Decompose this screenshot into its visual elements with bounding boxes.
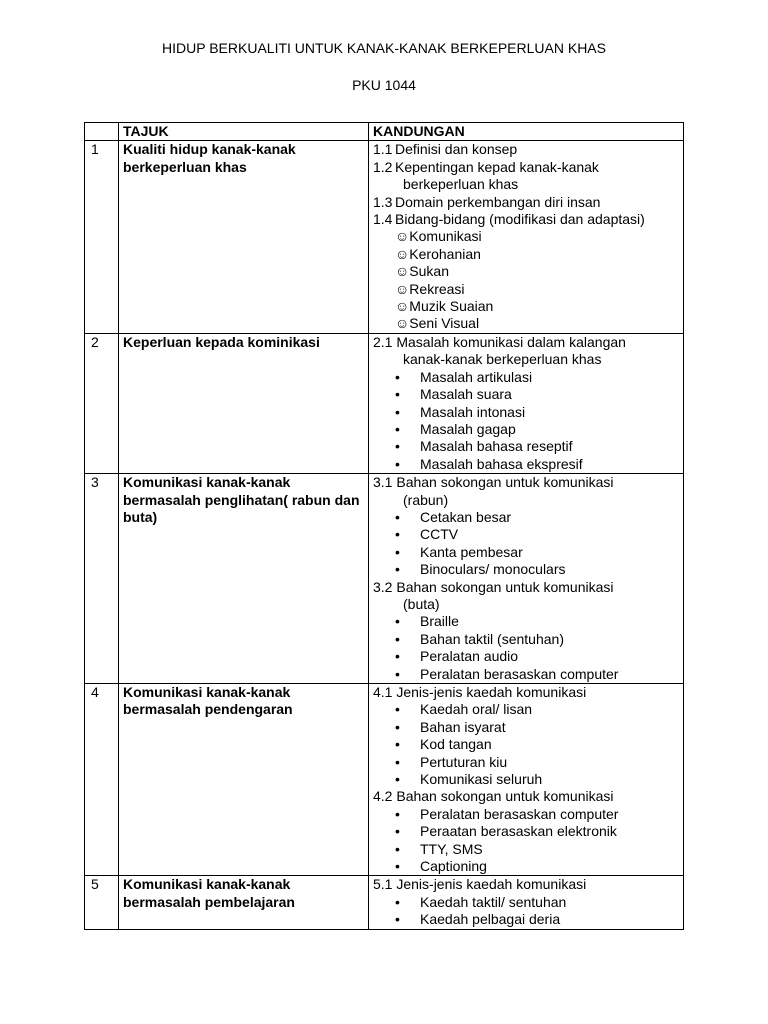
item-text: Kaedah taktil/ sentuhan <box>420 893 567 910</box>
numbered-item <box>373 194 679 211</box>
item-text: Pertuturan kiu <box>420 753 508 770</box>
item-text: Kaedah pelbagai deria <box>420 911 561 928</box>
bullet-item <box>373 561 679 578</box>
row-number: 1 <box>85 141 119 333</box>
bullet-item <box>373 911 679 928</box>
table-row <box>85 141 684 333</box>
bullet-item <box>373 719 679 736</box>
smiley-item: ☺Rekreasi <box>395 280 465 297</box>
bullet-item <box>373 421 679 438</box>
bullet-icon: • <box>395 771 400 788</box>
continuation-line: (buta) <box>403 595 440 612</box>
item-text: Kepentingan kepad kanak-kanak <box>395 158 599 175</box>
item-text: Bahan taktil (sentuhan) <box>420 630 564 647</box>
smiley-item: ☺Kerohanian <box>395 245 481 262</box>
bullet-icon: • <box>395 736 400 753</box>
item-text: Captioning <box>420 858 487 875</box>
bullet-item <box>373 404 679 421</box>
row-number: 4 <box>85 684 119 876</box>
bullet-icon: • <box>395 840 400 857</box>
numbered-item <box>373 211 679 228</box>
bullet-icon: • <box>395 455 400 472</box>
item-text: Komunikasi seluruh <box>420 771 543 788</box>
row-topic: Kualiti hidup kanak-kanak berkeperluan khas <box>119 141 369 333</box>
item-number: 1.4 <box>373 211 393 228</box>
bullet-item <box>373 631 679 648</box>
row-content <box>369 333 684 473</box>
bullet-icon: • <box>395 386 400 403</box>
bullet-icon: • <box>395 665 400 682</box>
row-content <box>369 474 684 684</box>
header-kandungan: KANDUNGAN <box>369 123 684 141</box>
item-text: Definisi dan konsep <box>395 141 518 158</box>
bullet-item <box>373 754 679 771</box>
table-row <box>85 333 684 473</box>
bullet-icon: • <box>395 543 400 560</box>
bullet-icon: • <box>395 526 400 543</box>
item-number: 1.2 <box>373 158 393 175</box>
row-topic: Komunikasi kanak-kanak bermasalah penglihatan( rabun dan buta) <box>119 474 369 684</box>
course-content-table <box>84 122 684 930</box>
item-text: Masalah artikulasi <box>420 368 533 385</box>
item-text: CCTV <box>420 526 459 543</box>
bullet-item <box>373 544 679 561</box>
table-row <box>85 474 684 684</box>
smiley-item: ☺Komunikasi <box>395 228 482 245</box>
bullet-item <box>373 369 679 386</box>
smiley-item: ☺Seni Visual <box>395 315 480 332</box>
smiley-item: ☺Sukan <box>395 263 449 280</box>
bullet-item <box>373 666 679 683</box>
table-header-row <box>85 123 684 141</box>
item-text: Masalah bahasa reseptif <box>420 438 573 455</box>
bullet-item <box>373 386 679 403</box>
item-text: Braille <box>420 613 459 630</box>
bullet-icon: • <box>395 403 400 420</box>
bullet-item <box>373 806 679 823</box>
item-text: Kanta pembesar <box>420 543 523 560</box>
item-text: Binoculars/ monoculars <box>420 561 566 578</box>
bullet-item <box>373 841 679 858</box>
bullet-icon: • <box>395 858 400 875</box>
bullet-icon: • <box>395 420 400 437</box>
bullet-icon: • <box>395 718 400 735</box>
subtopic-heading: 4.2 Bahan sokongan untuk komunikasi <box>373 788 614 805</box>
bullet-item <box>373 613 679 630</box>
table-row <box>85 684 684 876</box>
bullet-item <box>373 858 679 875</box>
bullet-icon: • <box>395 368 400 385</box>
bullet-item <box>373 438 679 455</box>
bullet-icon: • <box>395 753 400 770</box>
bullet-item <box>373 701 679 718</box>
subtopic-heading: 3.2 Bahan sokongan untuk komunikasi <box>373 578 614 595</box>
numbered-item <box>373 159 679 176</box>
document-title: HIDUP BERKUALITI UNTUK KANAK-KANAK BERKEPERLUAN KHAS <box>162 40 606 56</box>
subtopic-heading: 3.1 Bahan sokongan untuk komunikasi <box>373 474 614 491</box>
item-number: 1.3 <box>373 193 393 210</box>
bullet-icon: • <box>395 613 400 630</box>
header-number-cell <box>85 123 119 141</box>
header-tajuk: TAJUK <box>119 123 369 141</box>
item-text: Peralatan berasaskan computer <box>420 665 619 682</box>
continuation-line: berkeperluan khas <box>403 176 519 193</box>
item-text: Peralatan berasaskan computer <box>420 805 619 822</box>
item-text: Kaedah oral/ lisan <box>420 701 533 718</box>
item-text: Peralatan audio <box>420 648 519 665</box>
item-text: Cetakan besar <box>420 508 512 525</box>
bullet-item <box>373 509 679 526</box>
bullet-icon: • <box>395 823 400 840</box>
bullet-item <box>373 771 679 788</box>
item-text: Masalah intonasi <box>420 403 526 420</box>
bullet-icon: • <box>395 561 400 578</box>
bullet-item <box>373 736 679 753</box>
item-text: Masalah gagap <box>420 420 516 437</box>
row-topic: Komunikasi kanak-kanak bermasalah pendengaran <box>119 684 369 876</box>
bullet-icon: • <box>395 438 400 455</box>
bullet-item <box>373 823 679 840</box>
item-text: Bahan isyarat <box>420 718 506 735</box>
course-code: PKU 1044 <box>352 77 416 93</box>
bullet-icon: • <box>395 701 400 718</box>
continuation-line: (rabun) <box>403 491 449 508</box>
item-text: TTY, SMS <box>420 840 483 857</box>
bullet-icon: • <box>395 630 400 647</box>
row-topic: Komunikasi kanak-kanak bermasalah pembelajaran <box>119 876 369 929</box>
subtopic-heading: 4.1 Jenis-jenis kaedah komunikasi <box>373 684 587 700</box>
row-number: 2 <box>85 333 119 473</box>
item-text: Masalah bahasa ekspresif <box>420 455 583 472</box>
bullet-item <box>373 526 679 543</box>
item-number: 1.1 <box>373 141 393 158</box>
item-text: Masalah suara <box>420 386 512 403</box>
bullet-item <box>373 894 679 911</box>
subtopic-heading: 5.1 Jenis-jenis kaedah komunikasi <box>373 876 587 893</box>
row-content <box>369 876 684 929</box>
row-content <box>369 684 684 876</box>
bullet-icon: • <box>395 805 400 822</box>
bullet-item <box>373 648 679 665</box>
item-text: Domain perkembangan diri insan <box>395 193 601 210</box>
row-content <box>369 141 684 333</box>
bullet-icon: • <box>395 893 400 910</box>
item-text: Peraatan berasaskan elektronik <box>420 823 617 840</box>
subtopic-heading: 2.1 Masalah komunikasi dalam kalangan <box>373 333 626 350</box>
bullet-icon: • <box>395 648 400 665</box>
bullet-icon: • <box>395 911 400 928</box>
bullet-item <box>373 456 679 473</box>
smiley-item: ☺Muzik Suaian <box>395 298 494 315</box>
row-topic: Keperluan kepada kominikasi <box>119 333 369 473</box>
table-row <box>85 876 684 929</box>
item-text: Bidang-bidang (modifikasi dan adaptasi) <box>395 211 645 228</box>
continuation-line: kanak-kanak berkeperluan khas <box>403 351 602 368</box>
row-number: 5 <box>85 876 119 929</box>
numbered-item <box>373 141 679 158</box>
row-number: 3 <box>85 474 119 684</box>
bullet-icon: • <box>395 508 400 525</box>
item-text: Kod tangan <box>420 736 492 753</box>
